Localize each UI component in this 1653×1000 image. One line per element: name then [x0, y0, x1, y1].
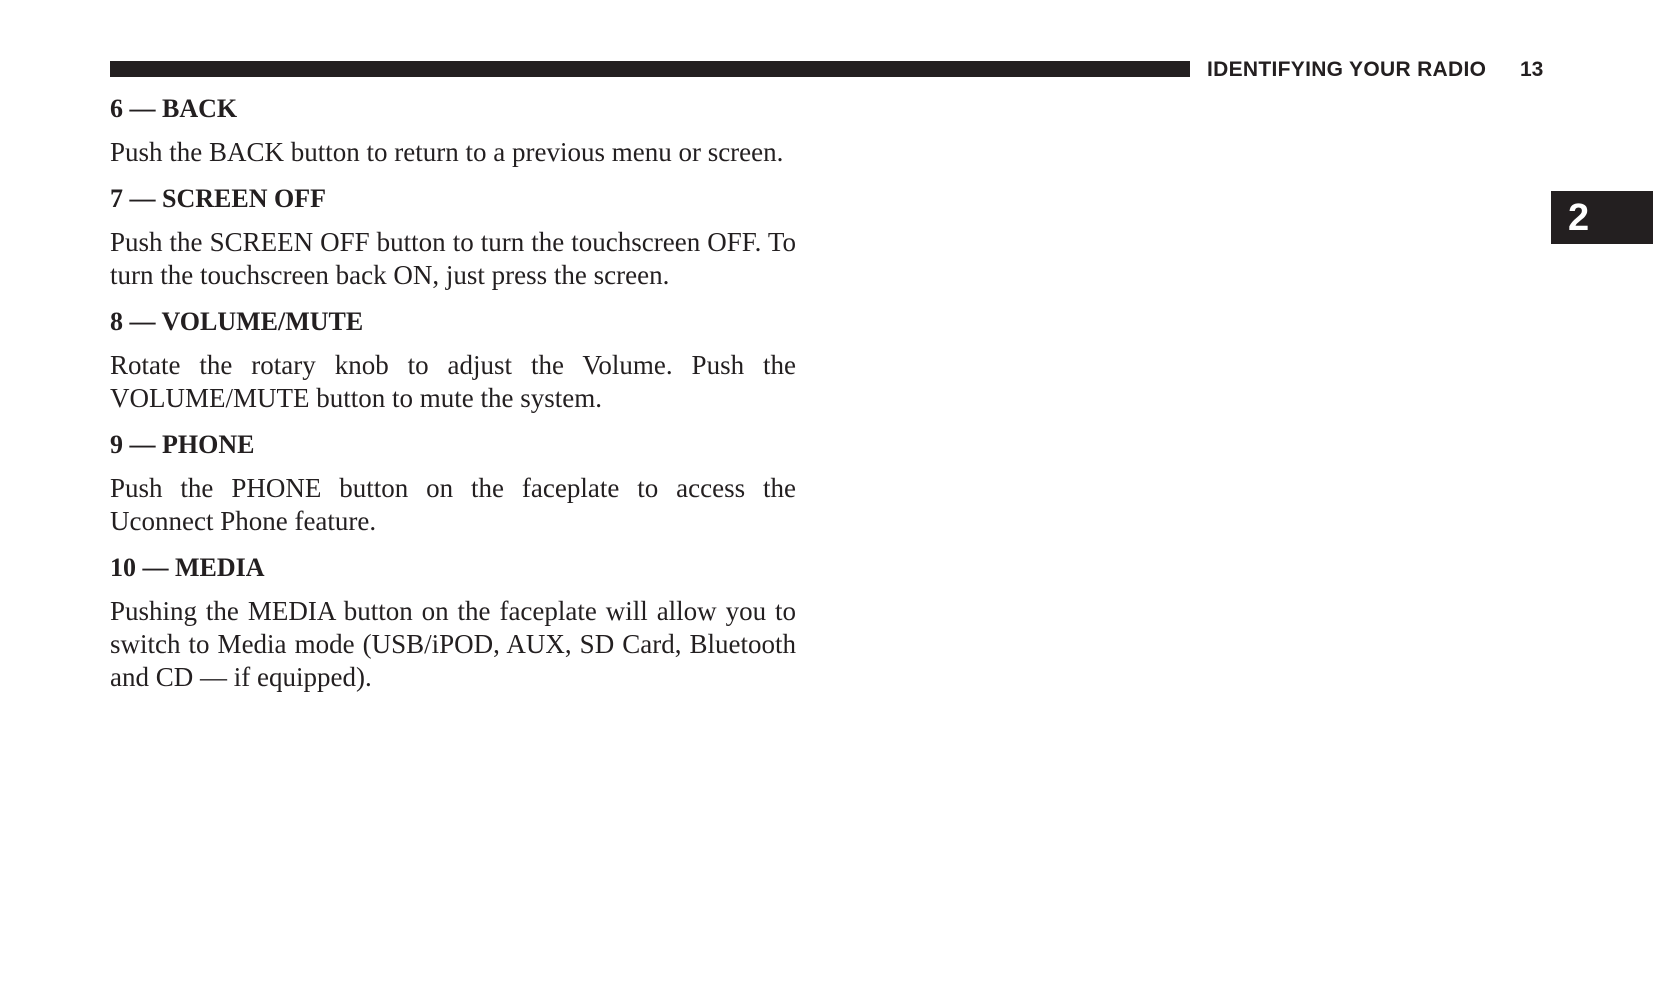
chapter-tab — [1551, 191, 1653, 244]
running-header-title: IDENTIFYING YOUR RADIO — [1207, 58, 1487, 81]
section-body: Push the SCREEN OFF button to turn the touchscreen OFF. To turn the touchscreen back ON, just press the screen. — [110, 227, 796, 290]
page-number: 13 — [1520, 58, 1544, 81]
section-body: Push the BACK button to return to a previous menu or screen. — [110, 137, 784, 167]
section-back — [110, 92, 796, 169]
section-heading: 9 — PHONE — [110, 430, 255, 459]
section-body: Rotate the rotary knob to adjust the Volume. Push the VOLUME/MUTE button to mute the system. — [110, 350, 796, 413]
section-screen-off — [110, 182, 796, 292]
section-heading: 10 — MEDIA — [110, 553, 265, 582]
section-body: Pushing the MEDIA button on the faceplate will allow you to switch to Media mode (USB/iPOD, AUX, SD Card, Bluetooth and CD — if equipped). — [110, 596, 796, 692]
section-heading: 8 — VOLUME/MUTE — [110, 307, 364, 336]
section-heading: 6 — BACK — [110, 94, 238, 123]
section-media — [110, 551, 796, 694]
chapter-tab-number: 2 — [1568, 197, 1590, 239]
section-volume-mute — [110, 305, 796, 415]
section-body: Push the PHONE button on the faceplate to access the Uconnect Phone feature. — [110, 473, 796, 536]
page-content — [110, 92, 796, 707]
header-rule — [110, 61, 1190, 77]
section-heading: 7 — SCREEN OFF — [110, 184, 326, 213]
section-phone — [110, 428, 796, 538]
